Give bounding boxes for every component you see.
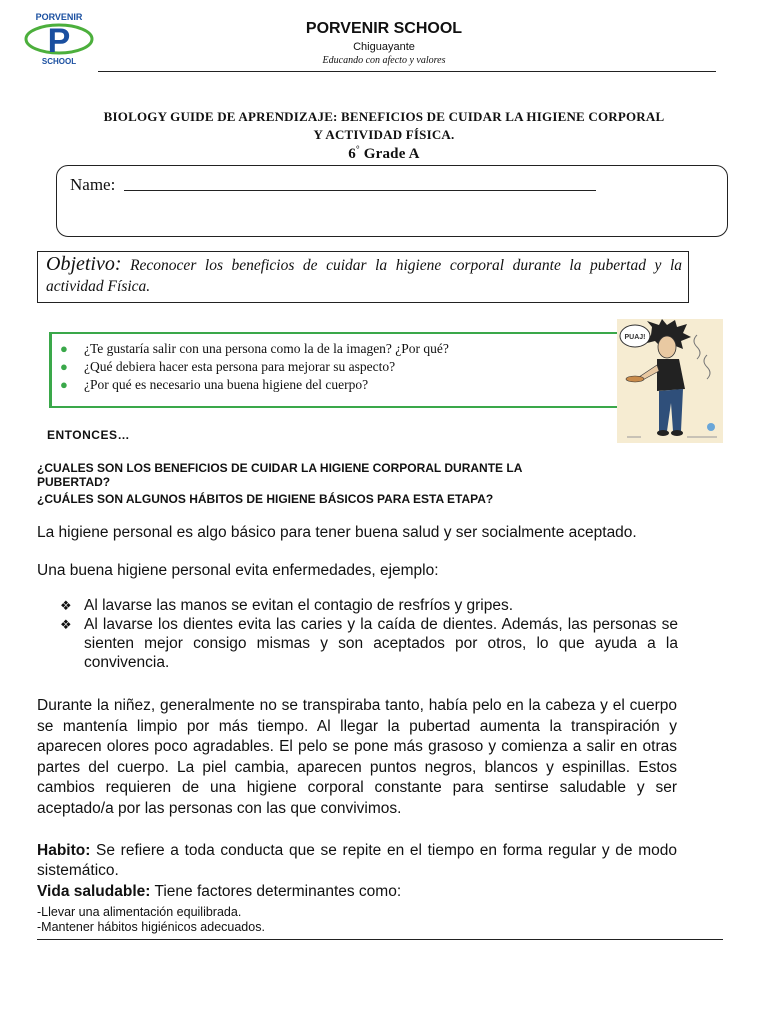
objective-label: Objetivo: xyxy=(46,253,122,275)
list-item xyxy=(60,615,678,672)
healthy-factor-1: -Llevar una alimentación equilibrada. xyxy=(37,905,242,919)
unhygienic-person-illustration xyxy=(617,319,723,443)
diamond-bullet-icon: ❖ xyxy=(60,617,72,632)
guide-title-line-1: BIOLOGY GUIDE DE APRENDIZAJE: BENEFICIOS DE CUIDAR LA HIGIENE CORPORAL xyxy=(103,109,665,124)
grade-label xyxy=(0,144,768,163)
hygiene-benefits-list xyxy=(60,596,678,672)
vida-saludable-definition xyxy=(37,883,401,901)
speech-bubble-text: PUAJ! xyxy=(624,334,646,341)
question-text: ¿Te gustaría salir con una persona como la de la imagen? ¿Por qué? xyxy=(84,341,449,356)
guiding-question-2: ¿CUÁLES SON ALGUNOS HÁBITOS DE HIGIENE BÁSICOS PARA ESTA ETAPA? xyxy=(37,492,494,506)
list-item-text: Al lavarse las manos se evitan el contagio de resfríos y gripes. xyxy=(84,597,514,614)
grade-rest: Grade A xyxy=(359,146,420,162)
grade-number: 6 xyxy=(348,146,356,162)
guide-title-line-2: Y ACTIVIDAD FÍSICA. xyxy=(313,127,455,142)
question-item xyxy=(58,376,618,394)
question-text: ¿Por qué es necesario una buena higiene del cuerpo? xyxy=(84,377,369,392)
vida-text: Tiene factores determinantes como: xyxy=(150,883,402,900)
school-motto: Educando con afecto y valores xyxy=(322,55,446,66)
question-text: ¿Qué debiera hacer esta persona para mejorar su aspecto? xyxy=(84,359,396,374)
bullet-icon: ● xyxy=(60,377,68,392)
header-divider xyxy=(98,71,716,72)
logo-letter: P xyxy=(47,22,71,60)
paragraph-example-intro: Una buena higiene personal evita enfermedades, ejemplo: xyxy=(37,562,439,579)
bullet-icon: ● xyxy=(60,359,68,374)
objective-body: Reconocer los beneficios de cuidar la higiene corporal durante la pubertad y la actividad Física. xyxy=(46,257,682,295)
school-name: PORVENIR SCHOOL xyxy=(305,20,463,37)
name-input-line[interactable] xyxy=(124,190,596,191)
name-label: Name: xyxy=(70,175,116,194)
list-item xyxy=(60,596,678,615)
list-item-text: Al lavarse los dientes evita las caries y la caída de dientes. Además, las personas se sienten mejor consigo mismas y son aceptados por otros, lo que ayuda a la convivencia. xyxy=(84,616,678,671)
question-item xyxy=(58,358,618,376)
habito-text: Se refiere a toda conducta que se repite en el tiempo en forma regular y de modo sistemático. xyxy=(37,842,677,879)
questions-list xyxy=(58,340,618,394)
bullet-icon: ● xyxy=(60,341,68,356)
entonces-heading: ENTONCES… xyxy=(47,428,130,442)
habito-definition xyxy=(37,841,677,881)
objective-text xyxy=(46,254,682,297)
name-box xyxy=(56,165,728,237)
vida-label: Vida saludable: xyxy=(37,883,151,900)
healthy-factor-2: -Mantener hábitos higiénicos adecuados. xyxy=(37,920,265,934)
school-city: Chiguayante xyxy=(353,41,415,53)
habito-label: Habito: xyxy=(37,842,91,859)
diamond-bullet-icon: ❖ xyxy=(60,598,72,613)
paragraph-puberty: Durante la niñez, generalmente no se transpiraba tanto, había pelo en la cabeza y el cuerpo se mantenía limpio por más tiempo. Al llegar la pubertad aumenta la transpiración y aparecen olores poco agradables. El pelo se pone más grasoso y comienza a salir en otras partes del cuerpo. La piel cambia, aparecen puntos negros, blancos y espinillas. Estos cambios requieren de una higiene corporal constante para sentirse saludable y ser aceptado/a por las personas con las que convivimos. xyxy=(37,697,677,817)
logo-text-top: PORVENIR xyxy=(35,12,83,22)
grade-superscript: ° xyxy=(355,144,360,154)
question-item xyxy=(58,340,618,358)
footer-divider xyxy=(37,939,723,940)
paragraph-intro: La higiene personal es algo básico para tener buena salud y ser socialmente aceptado. xyxy=(37,524,637,541)
guiding-question-1: ¿CUALES SON LOS BENEFICIOS DE CUIDAR LA HIGIENE CORPORAL DURANTE LA PUBERTAD? xyxy=(37,461,522,489)
logo-text-bottom: SCHOOL xyxy=(41,57,77,66)
